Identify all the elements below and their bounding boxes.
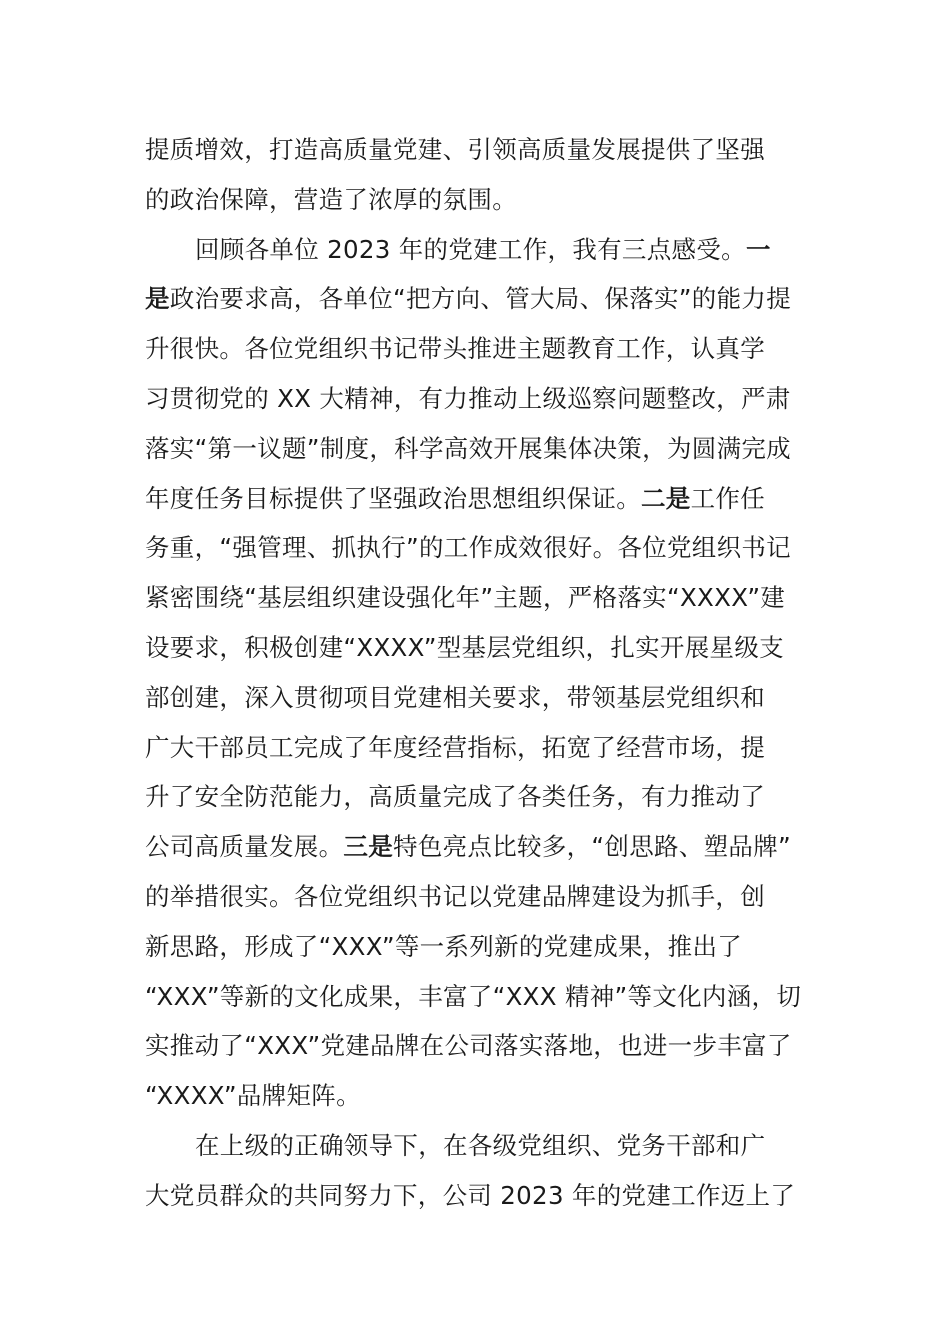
text-segment: 设要求，积极创建“XXXX”型基层党组织，扎实开展星级支	[145, 632, 784, 662]
text-line	[145, 374, 810, 424]
text-line	[145, 274, 810, 324]
text-line	[145, 1071, 810, 1121]
text-segment: 新思路，形成了“XXX”等一系列新的党建成果，推出了	[145, 931, 743, 961]
text-segment: “XXXX”品牌矩阵。	[145, 1081, 361, 1111]
text-segment: “XXX”等新的文化成果，丰富了“XXX 精神”等文化内涵，切	[145, 981, 802, 1011]
text-segment: 广大干部员工完成了年度经营指标，拓宽了经营市场，提	[145, 732, 765, 762]
text-line	[145, 872, 810, 922]
text-line	[145, 972, 810, 1022]
bold-text-segment: 三是	[343, 832, 394, 862]
text-line	[145, 673, 810, 723]
text-line	[145, 424, 810, 474]
text-segment: 部创建，深入贯彻项目党建相关要求，带领基层党组织和	[145, 682, 765, 712]
text-line	[145, 1021, 810, 1071]
text-segment: 在上级的正确领导下，在各级党组织、党务干部和广	[195, 1130, 766, 1160]
text-line	[145, 822, 810, 872]
text-line	[145, 175, 810, 225]
text-line	[145, 1121, 810, 1171]
text-line	[145, 225, 810, 275]
text-segment: 的政治保障，营造了浓厚的氛围。	[145, 184, 517, 214]
text-segment: 公司高质量发展。	[145, 832, 344, 862]
text-segment: 升很快。各位党组织书记带头推进主题教育工作，认真学	[145, 334, 765, 364]
text-line	[145, 623, 810, 673]
bold-text-segment: 二是	[641, 483, 691, 513]
text-segment: 政治要求高，各单位“把方向、管大局、保落实”的能力提	[169, 284, 791, 314]
text-line	[145, 723, 810, 773]
text-line	[145, 772, 810, 822]
text-line	[145, 1171, 810, 1221]
text-line	[145, 324, 810, 374]
text-segment: 落实“第一议题”制度，科学高效开展集体决策，为圆满完成	[145, 433, 791, 463]
text-segment: 紧密围绕“基层组织建设强化年”主题，严格落实“XXXX”建	[145, 583, 786, 613]
text-segment: 年度任务目标提供了坚强政治思想组织保证。	[145, 483, 641, 513]
text-line	[145, 573, 810, 623]
text-segment: 特色亮点比较多，“创思路、塑品牌”	[393, 832, 791, 862]
text-line	[145, 922, 810, 972]
bold-text-segment: 是	[145, 284, 170, 314]
text-segment: 升了安全防范能力，高质量完成了各类任务，有力推动了	[145, 782, 765, 812]
text-segment: 回顾各单位 2023 年的党建工作，我有三点感受。	[195, 234, 746, 264]
bold-text-segment: 一	[745, 234, 771, 264]
text-line	[145, 523, 810, 573]
text-line	[145, 474, 810, 524]
text-segment: 实推动了“XXX”党建品牌在公司落实落地，也进一步丰富了	[145, 1031, 792, 1061]
text-segment: 务重，“强管理、抓执行”的工作成效很好。各位党组织书记	[145, 533, 791, 563]
text-segment: 的举措很实。各位党组织书记以党建品牌建设为抓手，创	[145, 881, 765, 911]
text-segment: 提质增效，打造高质量党建、引领高质量发展提供了坚强	[145, 135, 765, 164]
body-text	[145, 125, 810, 1221]
text-segment: 工作任	[690, 483, 766, 513]
text-segment: 习贯彻党的 XX 大精神，有力推动上级巡察问题整改，严肃	[145, 383, 791, 413]
text-line	[145, 125, 810, 175]
text-segment: 大党员群众的共同努力下，公司 2023 年的党建工作迈上了	[145, 1180, 796, 1210]
